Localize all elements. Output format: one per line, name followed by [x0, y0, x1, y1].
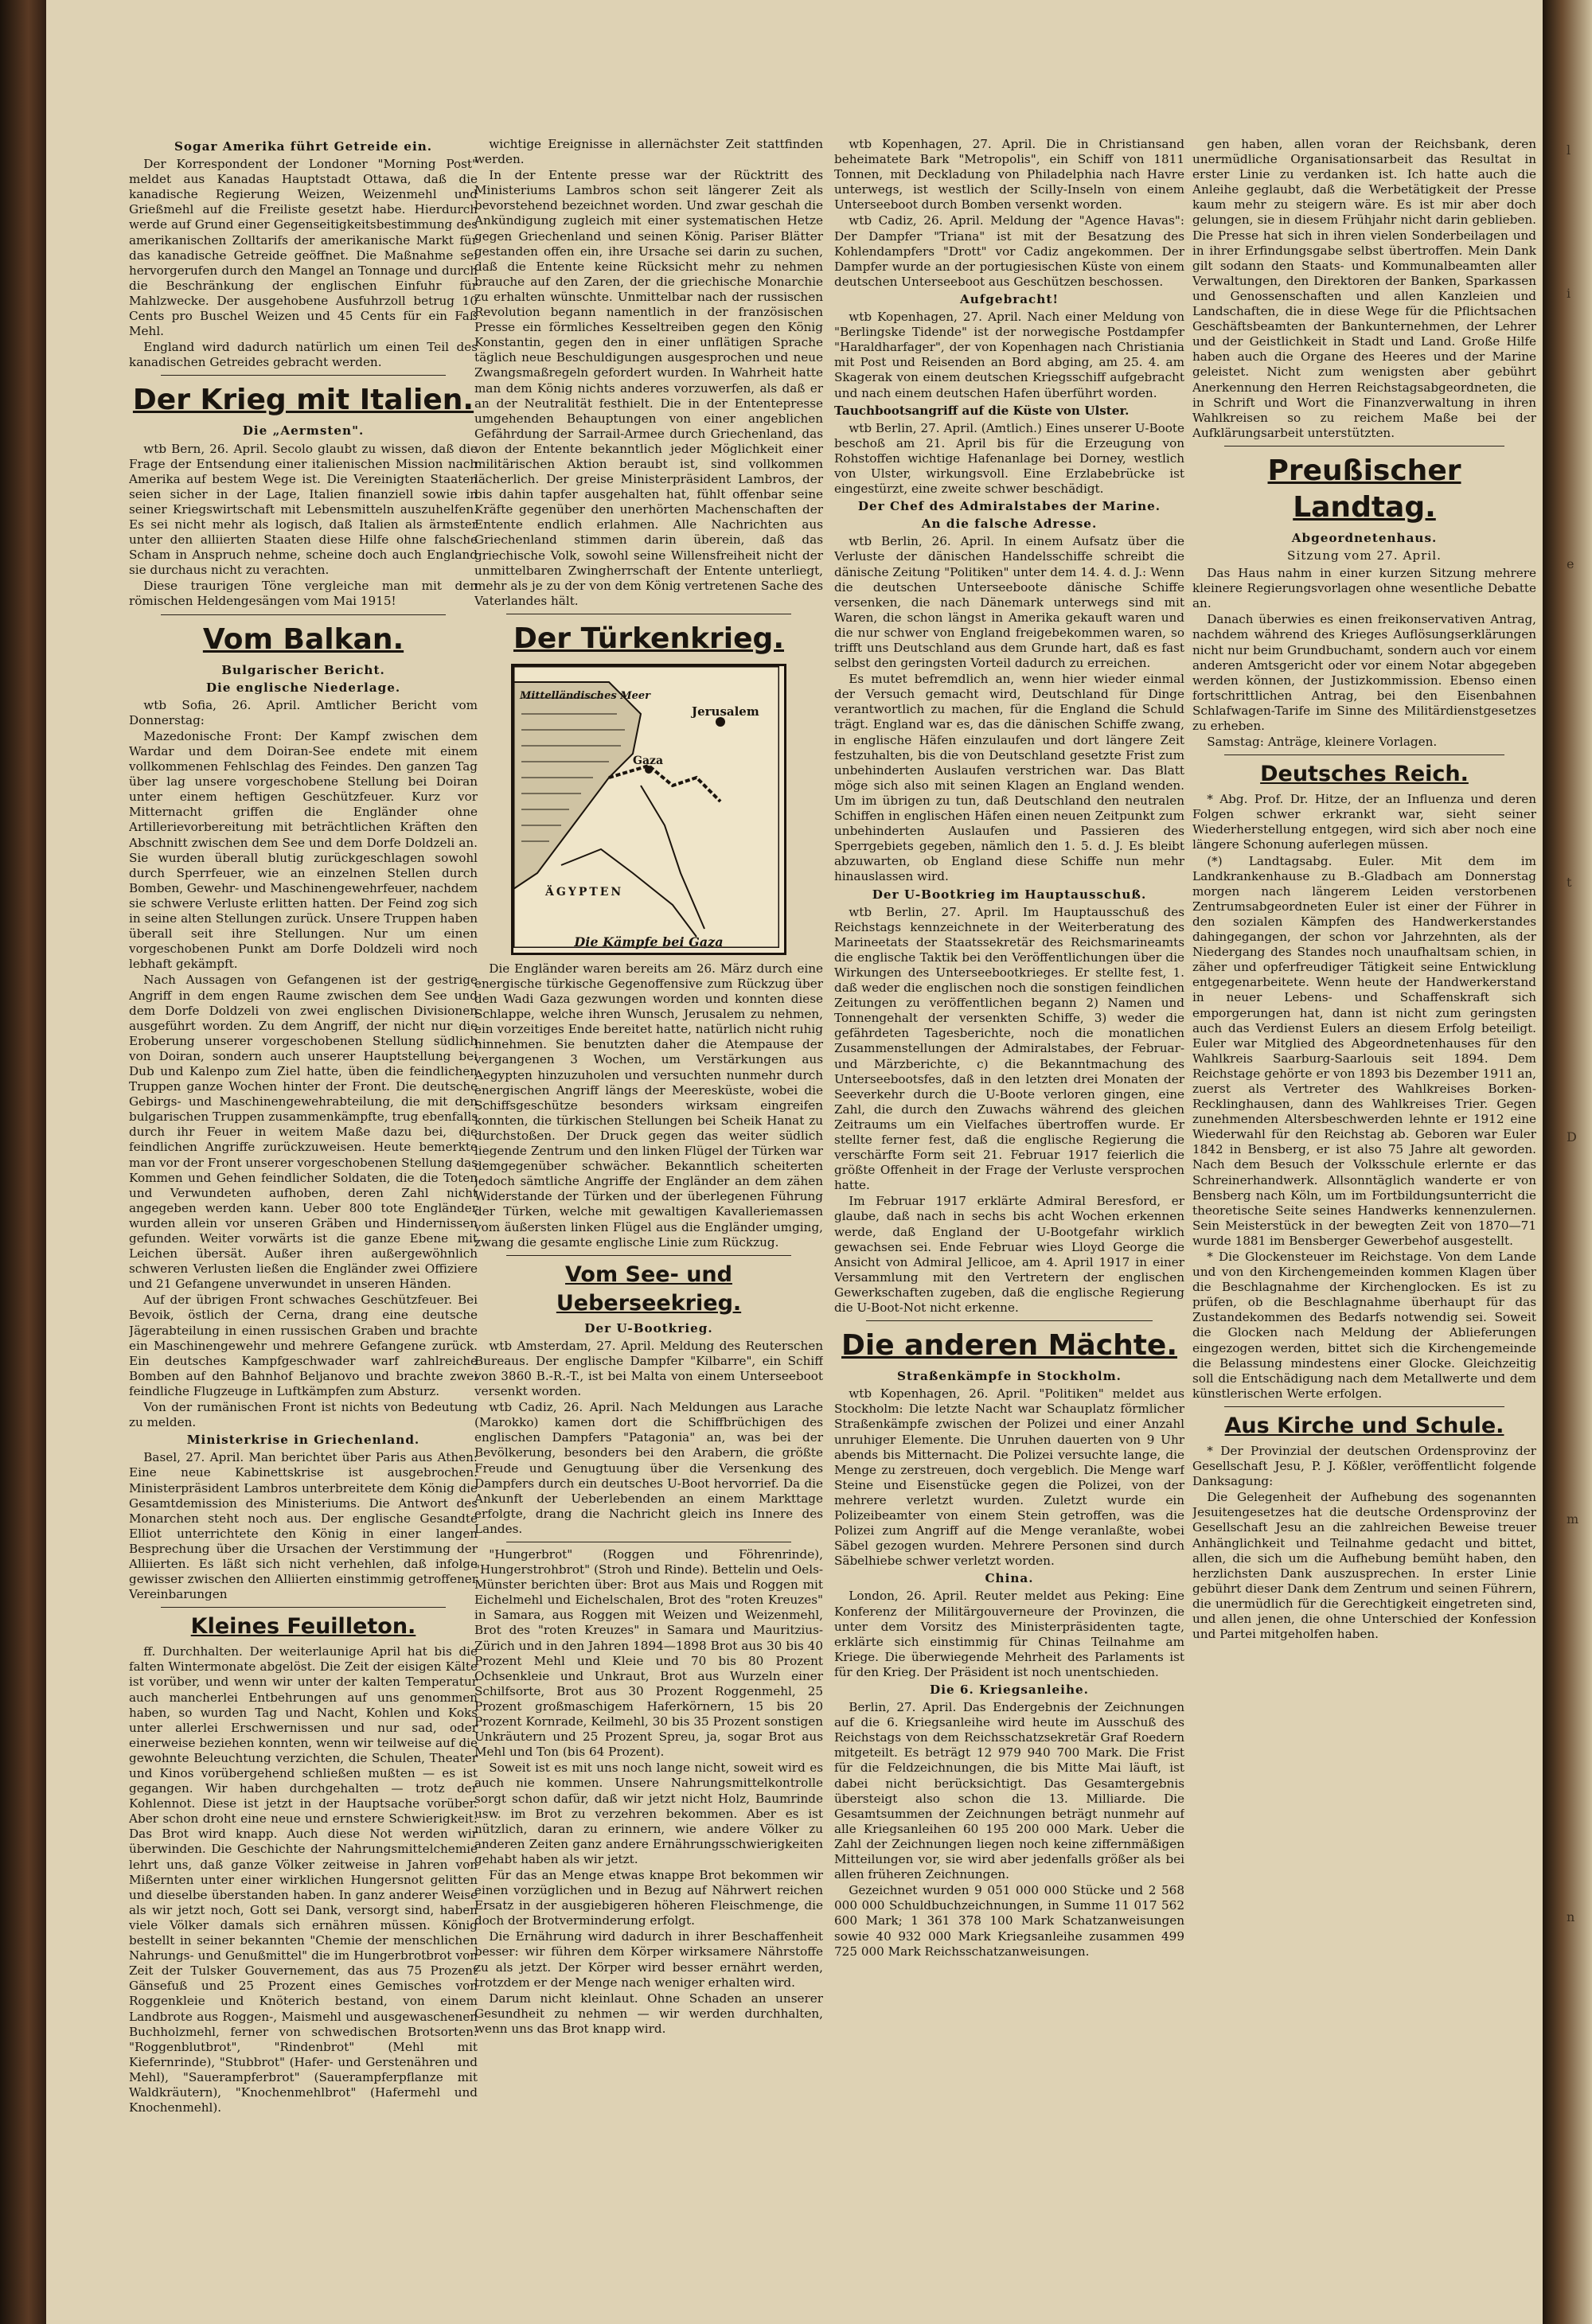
article-paragraph: England wird dadurch natürlich um einen Teil des kanadischen Getreides gebracht werden.: [129, 340, 478, 370]
article-paragraph: (*) Landtagsabg. Euler. Mit dem im Landkrankenhause zu B.-Gladbach am Donnerstag morgen nach längerem Leiden verstorbenen Zentrumsabgeordneten Euler ist einer der Führer in den sozialen Kämpfen des Handwerkerstandes dahingegangen, der schon vor Jahrzehnten, als der Niedergang des Standes noch unaufhaltsam schien, in zäher und opferfreudiger Tätigkeit seine Entwicklung entgegenarbeitete. Wenn heute der Handwerkerstand in neuer Lebens- und Schaffenskraft sich emporgerungen hat, dann ist nicht zum geringsten auch das Verdienst Eulers an diesem Erfolg beteiligt. Euler war Mitglied des Abgeordnetenhauses für den Wahlkreis Saarburg-Saarlouis seit 1894. Dem Reichstage gehörte er von 1893 bis Dezember 1911 an, zuerst als Vertreter des Wahlkreises Borken-Recklinghausen, dann des Wahlkreises Trier. Gegen zunehmenden Altersbeschwerden lehnte er 1912 eine Wiederwahl für den Reichstag ab. Geboren war Euler 1842 in Bensberg, er ist also 75 Jahre alt geworden. Nach dem Besuch der Volksschule erlernte er das Schreinerhandwerk. Allsonntäglich wanderte er von Bensberg nach Köln, um im Fortbildungsunterricht die theoretische Seite seines Handwerks kennenzulernen. Sein Meisterstück in der bewegten Zeit von 1870—71 wurde 1881 im Bensberger Gewerbehof ausgestellt.: [1192, 853, 1536, 1248]
article-subheading: An die falsche Adresse.: [921, 517, 1098, 532]
map-caption: Die Kämpfe bei Gaza: [574, 934, 724, 949]
column-3: [834, 137, 1184, 2310]
article-subheading: China.: [985, 1571, 1034, 1586]
session-date: Sitzung vom 27. April.: [1287, 548, 1442, 563]
article-heading: Sogar Amerika führt Getreide ein.: [174, 139, 433, 154]
article-subheading: Die englische Niederlage.: [205, 680, 401, 695]
article-paragraph: wtb Cadiz, 26. April. Nach Meldungen aus Larache (Marokko) kamen dort die Schiffbrüchigen des englischen Dampfers "Patagonia" an, was bei der Bevölkerung, besonders bei den Arabern, die größte Freude und Genugtuung über die Versenkung des Dampfers durch ein deutsches U-Boot hervorrief. Da die Ankunft der Ueberlebenden an einem Markttage erfolgte, drang die Nachricht gleich ins Innere des Landes.: [474, 1400, 823, 1536]
article-paragraph: Darum nicht kleinlaut. Ohne Schaden an unserer Gesundheit zu nehmen — wir werden durchhalten, wenn uns das Brot knapp wird.: [474, 1991, 823, 2036]
article-paragraph: Soweit ist es mit uns noch lange nicht, soweit wird es auch nie kommen. Unsere Nahrungsmittelkontrolle sorgt schon dafür, daß wir jetzt nicht Holz, Baumrinde usw. im Brot zu verzehren bekommen. Aber es ist nützlich, daran zu erinnern, wie andere Völker zu anderen Zeiten ganz andere Ernährungsschwierigkeiten gehabt haben als wir jetzt.: [474, 1761, 823, 1866]
article-paragraph: Berlin, 27. April. Das Endergebnis der Zeichnungen auf die 6. Kriegsanleihe wird heute im Ausschuß des Reichstags von dem Reichsschatzsekretär Graf Roedern mitgeteilt. Es beträgt 12 979 940 700 Mark. Die Frist für die Feldzeichnungen, die bis Mitte Mai läuft, ist dabei nicht berücksichtigt. Das Gesamtergebnis übersteigt also schon die 13. Milliarde. Die Gesamtsummen der Zeichnungen beträgt nunmehr auf alle Kriegsanleihen 60 195 200 000 Mark. Ueber die Zahl der Zeichnungen liegen noch keine ziffernmäßigen Mitteilungen vor, sie wird aber jedenfalls größer als bei allen früheren Zeichnungen.: [834, 1700, 1184, 1882]
article-paragraph: Die Engländer waren bereits am 26. März durch eine energische türkische Gegenoffensive zum Rückzug über den Wadi Gaza gezwungen worden und konnten diese Schlappe, welche ihren Wunsch, Jerusalem zu nehmen, ein vorzeitiges Ende bereitet hatte, natürlich nicht ruhig hinnehmen. Sie benutzten daher die Atempause der vergangenen 3 Wochen, um Verstärkungen aus Aegypten hinzuzuholen und versuchten nunmehr durch energischen Angriff längs der Meeresküste, wobei die Schiffsgeschütze besonders wirksam eingreifen konnten, die türkischen Stellungen bei Scheik Hanat zu durchstoßen. Der Druck gegen das weiter südlich liegende Zentrum und den linken Flügel der Türken war demgegenüber schwächer. Bekanntlich scheiterten jedoch sämtliche Angriffe der Engländer an dem zähen Widerstande der Türken und der überlegenen Führung der Türken, welche mit gewaltigen Kavalleriemassen vom äußersten linken Flügel aus die Engländer umging, zwang die gesamte englische Linie zum Rückzug.: [474, 961, 823, 1250]
article-paragraph: Es mutet befremdlich an, wenn hier wieder einmal der Versuch gemacht wird, Deutschland für Dinge verantwortlich zu machen, für die England die Schuld trägt. England war es, das die dänischen Schiffe zwang, in englische Häfen einzulaufen und dort längere Zeit festzuhalten, bis die von Deutschland gesetzte Frist zum unbehinderten Auslaufen verstrichen war. Das Blatt möge sich also mit seinen Klagen an England wenden. Um im übrigen zu tun, daß Deutschland den neutralen Schiffen in englischen Häfen einen neuen Zeitpunkt zum unbehinderten Auslaufen und Passieren des Sperrgebiets gegeben, nämlich den 1. 5. d. J. Es bleibt abzuwarten, ob England diese Schiffe nun mehr hinauslassen wird.: [834, 672, 1184, 884]
section-heading-feuilleton: Kleines Feuilleton.: [190, 1614, 416, 1640]
edge-text: D: [1567, 1129, 1577, 1144]
edge-text: m: [1567, 1511, 1579, 1527]
article-paragraph: Das Haus nahm in einer kurzen Sitzung mehrere kleinere Regierungsvorlagen ohne wesentliche Debatte an.: [1192, 566, 1536, 611]
divider: [161, 1607, 446, 1608]
section-heading-landtag: Preußischer Landtag.: [1267, 454, 1461, 524]
article-paragraph: wtb Amsterdam, 27. April. Meldung des Reuterschen Bureaus. Der englische Dampfer "Kilbarre", ein Schiff von 3860 B.-R.-T., ist bei Malta von einem Unterseeboot versenkt worden.: [474, 1338, 823, 1399]
article-paragraph: * Abg. Prof. Dr. Hitze, der an Influenza und deren Folgen schwer erkrankt war, sieht seiner Wiederherstellung entgegen, wird sich aber noch eine längere Schonung auferlegen müssen.: [1192, 792, 1536, 852]
section-heading-balkan: Vom Balkan.: [202, 622, 404, 656]
map-label-gaza: Gaza: [633, 754, 664, 767]
article-paragraph: wtb Kopenhagen, 26. April. "Politiken" meldet aus Stockholm: Die letzte Nacht war Schauplatz förmlicher Straßenkämpfe zwischen der Polizei und einer Anzahl unruhiger Elemente. Die Unruhen dauerten von 9 Uhr abends bis Mitternacht. Die Polizei versuchte lange, die Menge zu zerstreuen, doch vergeblich. Die Menge warf Steine und Eisenstücke gegen die Polizei, von der mehrere verletzt wurden. Zuletzt wurde ein Polizeibeamter von einem Stein getroffen, was die Polizei zum Angriff auf die Menge veranlaßte, wobei Säbel gezogen wurden. Mehrere Personen sind durch Säbelhiebe schwer verletzt worden.: [834, 1386, 1184, 1569]
article-subheading: Straßenkämpfe in Stockholm.: [897, 1369, 1122, 1384]
edge-text: e: [1567, 556, 1574, 571]
section-heading-kirche: Aus Kirche und Schule.: [1224, 1413, 1504, 1438]
article-paragraph: Die Gelegenheit der Aufhebung des sogenannten Jesuitengesetzes hat die deutsche Ordensprovinz der Gesellschaft Jesu an die zahlreichen Beweise treuer Anhänglichkeit und Teilnahme gedacht und bittet, allen, die sich um die Aufhebung bemüht haben, den herzlichsten Dank auszusprechen. In erster Linie gebührt dieser Dank dem Zentrum und seinen Führern, die unermüdlich für die Gerechtigkeit eingetreten sind, und allen jenen, die ohne Unterschied der Konfession und Partei mitgeholfen haben.: [1192, 1490, 1536, 1642]
column-2: [474, 137, 823, 2310]
article-subheading: Die 6. Kriegsanleihe.: [930, 1683, 1089, 1697]
article-subheading: Abgeordnetenhaus.: [1291, 530, 1438, 545]
divider: [866, 1320, 1153, 1321]
article-paragraph: wtb Sofia, 26. April. Amtlicher Bericht vom Donnerstag:: [129, 697, 478, 727]
section-heading-reich: Deutsches Reich.: [1260, 762, 1469, 787]
article-paragraph: Mazedonische Front: Der Kampf zwischen dem Wardar und dem Doiran-See endete mit einem vollkommenen Fehlschlag des Feindes. Den ganzen Tag über lag unsere vorgeschobene Stellung bei Doiran unter einem heftigen Geschützfeuer. Kurz vor Mitternacht griffen die Engländer ohne Artillerievorbereitung mit beträchtlichen Kräften den Abschnitt zwischen dem See und dem Dorfe Doldzeli an. Sie wurden überall blutig zurückgeschlagen sowohl durch Sperrfeuer, wie an einzelnen Stellen durch Bomben, Gewehr- und Maschinengewehrfeuer, nachdem sie schwere Verluste erlitten hatten. Der Feind zog sich in seine alten Stellungen zurück. Unsere Truppen haben überall seit ihre Stellungen. Nur um einen vorgeschobenen Punkt am Dorfe Doldzeli wird noch lebhaft gekämpft.: [129, 728, 478, 972]
edge-text: n: [1567, 1909, 1575, 1924]
divider: [161, 614, 446, 615]
article-heading: Der U-Bootkrieg im Hauptausschuß.: [872, 887, 1147, 902]
divider: [506, 1255, 791, 1256]
article-paragraph: wichtige Ereignisse in allernächster Zeit stattfinden werden.: [474, 137, 823, 167]
article-paragraph: * Der Provinzial der deutschen Ordensprovinz der Gesellschaft Jesu, P. J. Kößler, veröffentlicht folgende Danksagung:: [1192, 1443, 1536, 1489]
map-label-jerusalem: Jerusalem: [692, 704, 759, 719]
article-subheading: Die „Aermsten".: [242, 423, 365, 439]
article-paragraph: Basel, 27. April. Man berichtet über Paris aus Athen: Eine neue Kabinettskrise ist ausgebrochen. Ministerpräsident Lambros unterbreitete dem König die Gesamtdemission des Ministeriums. Die Antwort des Monarchen steht noch aus. Der englische Gesandte Elliot unterrichtete den König in einer langen Besprechung über die Ursachen der Verstimmung der Alliierten. Es läßt sich nicht verhehlen, daß infolge gewisser zwischen den Alliierten einstimmig getroffener Vereinbarungen: [129, 1450, 478, 1602]
section-heading-andere-maechte: Die anderen Mächte.: [841, 1329, 1177, 1363]
article-heading: Ministerkrise in Griechenland.: [186, 1433, 420, 1448]
article-paragraph: "Hungerbrot" (Roggen und Föhrenrinde), "Hungerstrohbrot" (Stroh und Rinde). Bettelin und Oels-Münster berichten über: Brot aus Mais und Roggen mit Eichelmehl und Eichelschalen, Brot des "roten Kreuzes" in Samara, aus Roggen mit Weizen und Weizenmehl, Brot des "roten Kreuzes" in Samara und Mauritzius-Zürich und in den Jahren 1894—1898 Brot aus 30 bis 40 Prozent Mehl und Kleie und 70 bis 80 Prozent Ochsenkleie und Unkraut, Brot aus Wurzeln einer Schilfsorte, Brot aus 30 Prozent Roggenmehl, 25 Prozent großmaschigem Haferkörnern, 15 bis 20 Prozent Kornrade, Keilmehl, 30 bis 35 Prozent sonstigen Unkräutern und 25 Prozent Spreu, ja, sogar Brot aus Mehl und Ton (bis 64 Prozent).: [474, 1547, 823, 1760]
article-paragraph: Samstag: Anträge, kleinere Vorlagen.: [1207, 735, 1438, 750]
section-heading-tuerkenkrieg: Der Türkenkrieg.: [513, 622, 784, 655]
edge-text: t: [1567, 875, 1572, 890]
article-paragraph: wtb Berlin, 27. April. (Amtlich.) Eines unserer U-Boote beschoß am 21. April bis für die Erzeugung von Rohstoffen wichtige Hafenanlage bei Dorney, westlich von Ulster, wirkungsvoll. Eine Erzlabebrücke ist eingestürzt, eine zweite schwer beschädigt.: [834, 420, 1184, 497]
article-paragraph: Die Ernährung wird dadurch in ihrer Beschaffenheit besser: wir führen dem Körper wirksamere Nährstoffe zu als jetzt. Der Körper wird besser ernährt werden, trotzdem er der Menge nach weniger erhalten wird.: [474, 1929, 823, 1990]
article-heading: Tauchbootsangriff auf die Küste von Ulster.: [834, 403, 1130, 418]
article-paragraph: Der Korrespondent der Londoner "Morning Post" meldet aus Kanadas Hauptstadt Ottawa, daß die kanadische Regierung Weizen, Weizenmehl und Grießmehl auf die Freiliste gesetzt habe. Hierdurch werde auf Grund einer Gegenseitigkeitsbestimmung des amerikanischen Zolltarifs der amerikanische Markt für das kanadische Getreide geöffnet. Die Maßnahme sei hervorgerufen durch den Mangel an Tonnage und durch die Beschränkung der englischen Einfuhr für Mahlzwecke. Der ausgehobene Ausfuhrzoll betrug 10 Cents pro Buschel Weizen und 45 Cents für ein Faß Mehl.: [129, 157, 478, 339]
article-paragraph: Für das an Menge etwas knappe Brot bekommen wir einen vorzüglichen und in Bezug auf Nährwert reichen Ersatz in der ausgiebigeren höheren Fleischmenge, die doch der Brotverminderung erfolgt.: [474, 1867, 823, 1928]
article-paragraph: Nach Aussagen von Gefangenen ist der gestrige Angriff in dem engen Raume zwischen dem See und dem Dorfe Doldzeli von zwei englischen Divisionen ausgeführt worden. Zu dem Angriff, der nicht nur die Eroberung unserer vorgeschobenen Stellung südlich von Doiran, sondern auch unserer Hauptstellung bei Dub und Kalenpo zum Ziel hatte, üben die feindlichen Truppen ganze Wochen hinter der Front. Die deutsche Gebirgs- und Maschinengewehrabteilung, die mit den bulgarischen Truppen zusammenkämpfte, trug ebenfalls durch ihr Feuer in weitem Maße dazu bei, die feindlichen Angriffe zurückzuweisen. Heute bemerkte man vor der Front unserer vorgeschobenen Stellung das Kommen und Gehen feindlicher Soldaten, die die Toten und Verwundeten aufhoben, deren Zahl nicht angegeben werden kann. Ueber 800 tote Engländer wurden allein vor unseren Gräben und Hindernissen gefunden. Weiter vorwärts ist die ganze Ebene mit Leichen übersät. Außer ihren außergewöhnlich schweren Verlusten ließen die Engländer zwei Offiziere und 21 Gefangene unverwundet in unseren Händen.: [129, 973, 478, 1292]
column-1: [129, 137, 478, 2310]
divider: [161, 375, 446, 376]
section-heading-italien: Der Krieg mit Italien.: [132, 384, 474, 417]
article-paragraph: wtb Bern, 26. April. Secolo glaubt zu wissen, daß die Frage der Entsendung einer italienischen Mission nach Amerika auf bestem Wege ist. Die Vereinigten Staaten seien sicher in der Lage, Italien finanziell sowie in seiner Kriegswirtschaft mit Lebensmitteln auszuhelfen. Es sei nicht mehr als logisch, daß Italien als ärmster unter den alliierten Staaten diese Hilfe ohne falsche Scham in Anspruch nehme, scheine doch auch England sie durchaus nicht zu verachten.: [129, 441, 478, 578]
article-paragraph: wtb Berlin, 27. April. Im Hauptausschuß des Reichstags kennzeichnete in der Weiterberatung des Marineetats der Staatssekretär des Reichsmarineamts die englische Taktik bei den Veröffentlichungen über die Wirkungen des Unterseebootkrieges. Er stellte fest, 1. daß weder die englischen noch die sonstigen feindlichen Zeitungen zu veröffentlichen begann 2) Namen und Tonnengehalt der versenkten Schiffe, 3) weder die gefährdeten Tagesberichte, noch die monatlichen Zusammenstellungen der Admiralstabes, der Februar- und Märzberichte, c) die Bekanntmachung des Unterseebootsfes, daß in den letzten drei Monaten der Seeverkehr durch die U-Boote verloren gingen, eine Zahl, die durch den Zuwachs während des gleichen Zeitraums um ein Vielfaches übertroffen wurde. Er stellte ferner fest, daß die englische Regierung die verschärfte Form seit 21. Februar 1917 feierlich die größte Offenheit in der Frage der Verluste versprochen hatte.: [834, 904, 1184, 1193]
article-paragraph: Gezeichnet wurden 9 051 000 000 Stücke und 2 568 000 000 Schuldbuchzeichnungen, in Summe 11 017 562 600 Mark; 1 361 378 100 Mark Schatzanweisungen sowie 40 932 000 Mark Kriegsanleihe zusammen 499 725 000 Mark Reichsschatzanweisungen.: [834, 1883, 1184, 1959]
edge-text: i: [1567, 286, 1571, 301]
map-label-meer: Mittelländisches Meer: [520, 689, 650, 702]
article-paragraph: gen haben, allen voran der Reichsbank, deren unermüdliche Organisationsarbeit das Resultat in erster Linie zu verdanken ist. Ich hatte auch die Anleihe geglaubt, daß die Werbetätigkeit der Presse kaum mehr zu steigern wäre. Es ist mir aber doch gelungen, sie in diesem Frühjahr nicht darin geblieben. Die Presse hat sich in ihren vielen Sonderbeilagen und in ihrer Erfindungsgabe selbst übertroffen. Mein Dank gilt sodann den Staats- und Kommunalbeamten aller Verwaltungen, den Direktoren der Banken, Sparkassen und Genossenschaften und allen Kanzleien und Landschaften, die in diese Wege für die Pflichtsachen Geschäftsbeamten der Bankunternehmen, der Lehrer und der Geistlichkeit in Stadt und Land. Große Hilfe haben auch die Organe des Heeres und der Marine geleistet. Nicht zum wenigsten aber gebührt Anerkennung den Herren Reichstagsabgeordneten, die in Schrift und Wort die Finanzverwaltung in ihren Wahlkreisen so zu reichem Maße bei der Aufklärungsarbeit unterstützten.: [1192, 137, 1536, 440]
section-heading-see: Vom See- und Ueberseekrieg.: [556, 1261, 742, 1316]
article-paragraph: In der Entente presse war der Rücktritt des Ministeriums Lambros schon seit längerer Zeit als bevorstehend bezeichnet worden. Und zwar geschah die Ankündigung zugleich mit einer systematischen Hetze gegen Griechenland und seinen König. Pariser Blätter gestanden offen ein, ihre Ursache sei darin zu suchen, daß die Entente keine Rücksicht mehr zu nehmen brauche auf den Zaren, der die griechische Monarchie zu erhalten wünschte. Unmittelbar nach der russischen Revolution begann namentlich in der französischen Presse ein förmliches Kesseltreiben gegen den König Konstantin, gegen den in einer unflätigen Sprache täglich neue Beschuldigungen ausgesprochen und neue Zwangsmaßregeln gefordert wurden. In Wahrheit hatte man dem König nichts anderes vorzuwerfen, als daß er an der Neutralität festhielt. Die in der Ententepresse umgehenden Behauptungen von einer angeblichen Gefährdung der Sarrail-Armee durch Griechenland, das von der Entente bekanntlich jeder Möglichkeit einer militärischen Aktion beraubt ist, sind vollkommen lächerlich. Der greise Ministerpräsident Lambros, der bis dahin tapfer ausgehalten hat, fühlt offenbar seine Kräfte gegenüber den unerhörten Machenschaften der Entente endlich erlahmen. Alle Nachrichten aus Griechenland stimmen darin überein, daß das griechische Volk, sowohl seine Willensfreiheit nicht der unmittelbaren Zwingherrschaft der Entente unterliegt, mehr als je zu der von dem König vertretenen Sache des Vaterlandes hält.: [474, 168, 823, 608]
article-signature: Der Chef des Admiralstabes der Marine.: [857, 499, 1161, 514]
edge-text: l: [1567, 142, 1571, 158]
article-paragraph: Danach überwies es einen freikonservativen Antrag, nachdem während des Krieges Auflösungserklärungen nicht nur beim Grundbuchamt, sondern auch vor einem anderen Amtsgericht oder vor einem Notar abgegeben werden können, der Justizkommission. Ebenso einen fortschrittlichen Antrag, bei den Eisenbahnen Schlafwagen-Tarife im Sinne des Militärdienstgesetzes zu erheben.: [1192, 612, 1536, 733]
article-paragraph: wtb Cadiz, 26. April. Meldung der "Agence Havas": Der Dampfer "Triana" ist mit der Besatzung des Kohlendampfers "Drott" vor Cadiz angekommen. Der Dampfer wurde an der portugiesischen Küste von einem deutschen Unterseeboot aus Geschützen beschossen.: [834, 213, 1184, 289]
article-paragraph: Von der rumänischen Front ist nichts von Bedeutung zu melden.: [129, 1400, 478, 1430]
article-paragraph: * Die Glockensteuer im Reichstage. Von dem Lande und von den Kirchengemeinden kommen Klagen über die Beschlagnahme der Kirchenglocken. Es ist zu prüfen, ob die Beschlagnahme überhaupt für das Zustandekommen des Bedarfs notwendig sei. Soweit die Glocken nach Meldung der Ablieferungen eingezogen werden, bittet sich die Kirchengemeinde die Belassung mindestens einer Glocke. Gleichzeitig soll die Entschädigung nach dem Metallwerte und dem künstlerischen Werte erfolgen.: [1192, 1250, 1536, 1401]
article-paragraph: wtb Kopenhagen, 27. April. Nach einer Meldung von "Berlingske Tidende" ist der norwegische Postdampfer "Haraldharfager", der von Kopenhagen nach Christiania mit Post und Reisenden an Bord abging, am 25. 4. am Skagerak von einem deutschen Kriegsschiff aufgebracht und nach einem deutschen Hafen überführt worden.: [834, 310, 1184, 400]
article-paragraph: Diese traurigen Töne vergleiche man mit den römischen Heldengesängen vom Mai 1915!: [129, 579, 478, 609]
article-paragraph: Im Februar 1917 erklärte Admiral Beresford, er glaube, daß nach in sechs bis acht Wochen erkennen werde, daß England der U-Bootgefahr wirklich gewachsen sei. Ende Februar wies Lloyd George die Ansicht von Admiral Jellicoe, am 4. April 1917 in einer Versammlung mit den Vertretern der englischen Gewerkschaften zugeben, daß die englische Regierung die U-Boot-Not nicht erkenne.: [834, 1194, 1184, 1316]
article-paragraph: wtb Kopenhagen, 27. April. Die in Christiansand beheimatete Bark "Metropolis", ein Schiff von 1811 Tonnen, mit Deckladung von Philadelphia nach Havre unterwegs, ist westlich der Scilly-Inseln von einem Unterseeboot durch Bomben versenkt worden.: [834, 137, 1184, 213]
article-subheading: Bulgarischer Bericht.: [221, 662, 385, 677]
article-paragraph: London, 26. April. Reuter meldet aus Peking: Eine Konferenz der Militärgouverneure der Provinzen, die unter dem Vorsitz des Ministerpräsidenten tagte, erklärte sich einstimmig für Chinas Teilnahme am Kriege. Die überwiegende Mehrheit des Parlaments ist für den Krieg. Der Präsident ist noch unentschieden.: [834, 1589, 1184, 1679]
article-paragraph: ff. Durchhalten. Der weiterlaunige April hat bis die falten Wintermonate abgelöst. Die Zeit der eisigen Kälte ist vorüber, und wenn wir unter der kalten Temperatur auch mancherlei Entbehrungen auf uns genommen haben, so wurden Tag und Nacht, Kohlen und Koks unter allerlei Erschwernissen und nur sad, oder einerweise beziehen konnten, wenn wir teilweise auf die gewohnte Beleuchtung verzichten, die Schulen, Theater und Kinos vorübergehend schließen mußten — es ist gegangen. Wir haben durchgehalten — trotz der Kohlennot. Diese ist jetzt in der Hauptsache vorüber. Aber schon droht eine neue und ernstere Schwierigkeit: Das Brot wird knapp. Auch diese Not werden wir überwinden. Die Geschichte der Nahrungsmittelchemie lehrt uns, daß ganze Völker zeitweise in Jahren von Mißernten unter einer wirklichen Hungersnot gelitten und dieselbe überstanden haben. In ganz anderer Weise als wir jetzt noch, Gott sei Dank, versorgt sind, haben viele Völker damals sich ernähren müssen. König bestellt in seiner bekannten "Chemie der menschlichen Nahrungs- und Genußmittel" die im Hungerbrotbrot von Zeit der Tulsker Gouvernement, das aus 75 Prozent Gänsefuß und 25 Prozent eines Gemisches von Roggenkleie und Knöterich bestand, von einem Landbrote aus Roggen-, Maismehl und ausgewaschenen Buchholzmehl, ferner von schwedischen Brotsorten: "Roggenblutbrot", "Rindenbrot" (Mehl mit Kiefernrinde), "Stubbrot" (Hafer- und Gerstenähren und Mehl), "Sauerampferbrot" (Sauerampferpflanze mit Waldkräutern), "Knochenmehlbrot" (Hafermehl und Knochenmehl).: [129, 1644, 478, 2115]
facing-page-edge: [1543, 0, 1592, 2324]
article-paragraph: Auf der übrigen Front schwaches Geschützfeuer. Bei Bevoik, östlich der Cerna, drang eine deutsche Jägerabteilung in einen russischen Graben und brachte ein Maschinengewehr und mehrere Gefangene zurück. Ein deutsches Kampfgeschwader warf zahlreiche Bomben auf den Bahnhof Beljanovo und brachte zwei feindliche Flugzeuge in Luftkämpfen zum Absturz.: [129, 1293, 478, 1398]
article-paragraph: wtb Berlin, 26. April. In einem Aufsatz über die Verluste der dänischen Handelsschiffe schreibt die dänische Zeitung "Politiken" unter dem 14. 4. d. J.: Wenn die deutschen Unterseeboote dänische Schiffe versenken, die nach Dänemark unterwegs sind mit Waren, die schon längst in Amerika gekauft waren und die nur schwer von England freigebekommen waren, so trifft uns Deutschland aus dem Grunde hart, daß es fast selbst den geringsten Vorteil dadurch zu erreichen.: [834, 534, 1184, 671]
divider: [1224, 1406, 1504, 1407]
article-subheading: Aufgebracht!: [959, 291, 1059, 306]
column-4: [1192, 137, 1536, 2310]
article-subheading: Der U-Bootkrieg.: [584, 1320, 713, 1336]
book-binding: [0, 0, 48, 2324]
map-label-aegypten: ÄGYPTEN: [545, 885, 624, 899]
gaza-map: [511, 664, 786, 955]
